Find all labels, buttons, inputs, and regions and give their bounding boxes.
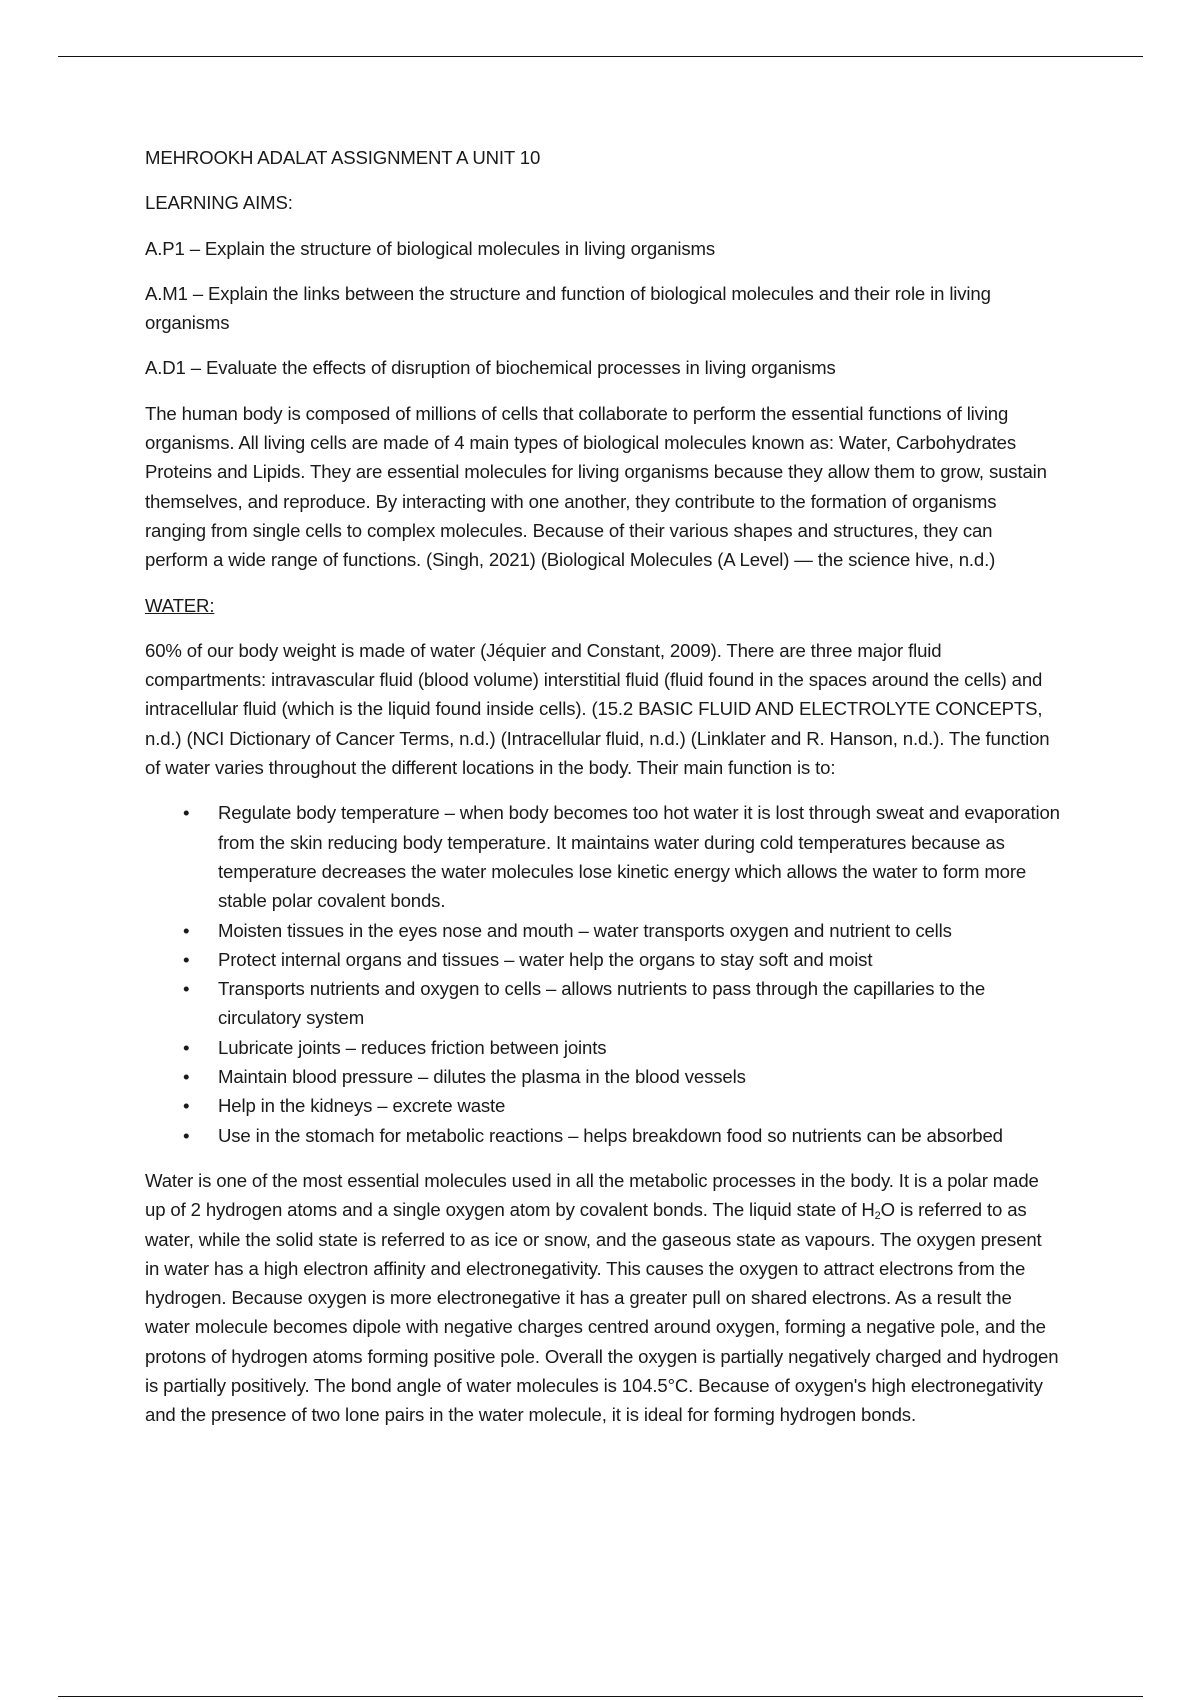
list-item-text: Moisten tissues in the eyes nose and mouth – water transports oxygen and nutrient to cells	[218, 919, 952, 941]
water-heading: WATER:	[145, 594, 215, 616]
list-item	[145, 1033, 1060, 1062]
learning-aims-label: LEARNING AIMS:	[145, 192, 293, 214]
list-item-text: Maintain blood pressure – dilutes the plasma in the blood vessels	[218, 1066, 746, 1088]
bullet-icon: •	[183, 948, 190, 970]
closing-text-part1: Water is one of the most essential molecules used in all the metabolic processes in the body. It is a polar made up of 2 hydrogen atoms and a single oxygen atom by covalent bonds. The liquid state of H	[145, 1169, 1039, 1221]
footer-rule	[58, 1696, 1143, 1697]
bullet-icon: •	[183, 1066, 190, 1088]
closing-paragraph	[145, 1166, 1060, 1430]
bullet-icon: •	[183, 1124, 190, 1146]
list-item	[145, 974, 1060, 1033]
aim-d1: A.D1 – Evaluate the effects of disruption of biochemical processes in living organisms	[145, 357, 836, 379]
list-item-text: Help in the kidneys – excrete waste	[218, 1095, 506, 1117]
document-page	[145, 143, 1060, 1446]
bullet-icon: •	[183, 802, 190, 824]
list-item-text: Lubricate joints – reduces friction between joints	[218, 1036, 607, 1058]
aim-p1: A.P1 – Explain the structure of biological molecules in living organisms	[145, 237, 716, 259]
water-functions-list	[145, 798, 1060, 1150]
aim-m1: A.M1 – Explain the links between the structure and function of biological molecules and their role in living organisms	[145, 282, 991, 334]
bullet-icon: •	[183, 978, 190, 1000]
bullet-icon: •	[183, 1036, 190, 1058]
closing-text-part2: O is referred to as water, while the solid state is referred to as ice or snow, and the gaseous state as vapours. The oxygen present in water has a high electron affinity and electronegativity. This causes the oxygen to attract electrons from the hydrogen. Because oxygen is more electronegative it has a greater pull on shared electrons. As a result the water molecule becomes dipole with negative charges centred around oxygen, forming a negative pole, and the protons of hydrogen atoms forming positive pole. Overall the oxygen is partially negatively charged and hydrogen is partially positively. The bond angle of water molecules is 104.5°C. Because of oxygen's high electronegativity and the presence of two lone pairs in the water molecule, it is ideal for forming hydrogen bonds.	[145, 1199, 1059, 1426]
list-item	[145, 1091, 1060, 1120]
list-item-text: Regulate body temperature – when body becomes too hot water it is lost through sweat and evaporation from the skin reducing body temperature. It maintains water during cold temperatures because as temperature decreases the water molecules lose kinetic energy which allows the water to form more stable polar covalent bonds.	[218, 802, 1060, 912]
list-item	[145, 1062, 1060, 1091]
document-title: MEHROOKH ADALAT ASSIGNMENT A UNIT 10	[145, 147, 541, 168]
list-item	[145, 945, 1060, 974]
water-paragraph: 60% of our body weight is made of water (Jéquier and Constant, 2009). There are three major fluid compartments: intravascular fluid (blood volume) interstitial fluid (fluid found in the spaces around the cells) and intracellular fluid (which is the liquid found inside cells). (15.2 BASIC FLUID AND ELECTROLYTE CONCEPTS, n.d.) (NCI Dictionary of Cancer Terms, n.d.) (Intracellular fluid, n.d.) (Linklater and R. Hanson, n.d.). The function of water varies throughout the different locations in the body. Their main function is to:	[145, 639, 1050, 779]
list-item	[145, 916, 1060, 945]
header-rule	[58, 56, 1143, 57]
water-subscript: 2	[874, 1210, 881, 1223]
bullet-icon: •	[183, 1095, 190, 1117]
list-item-text: Transports nutrients and oxygen to cells – allows nutrients to pass through the capillaries to the circulatory system	[218, 978, 986, 1029]
list-item-text: Use in the stomach for metabolic reactions – helps breakdown food so nutrients can be absorbed	[218, 1124, 1003, 1146]
list-item	[145, 1121, 1060, 1150]
list-item	[145, 798, 1060, 915]
bullet-icon: •	[183, 919, 190, 941]
intro-paragraph: The human body is composed of millions of cells that collaborate to perform the essential functions of living organisms. All living cells are made of 4 main types of biological molecules known as: Water, Carbohydrates Proteins and Lipids. They are essential molecules for living organisms because they allow them to grow, sustain themselves, and reproduce. By interacting with one another, they contribute to the formation of organisms ranging from single cells to complex molecules. Because of their various shapes and structures, they can perform a wide range of functions. (Singh, 2021) (Biological Molecules (A Level) — the science hive, n.d.)	[145, 402, 1047, 571]
list-item-text: Protect internal organs and tissues – water help the organs to stay soft and moist	[218, 948, 873, 970]
